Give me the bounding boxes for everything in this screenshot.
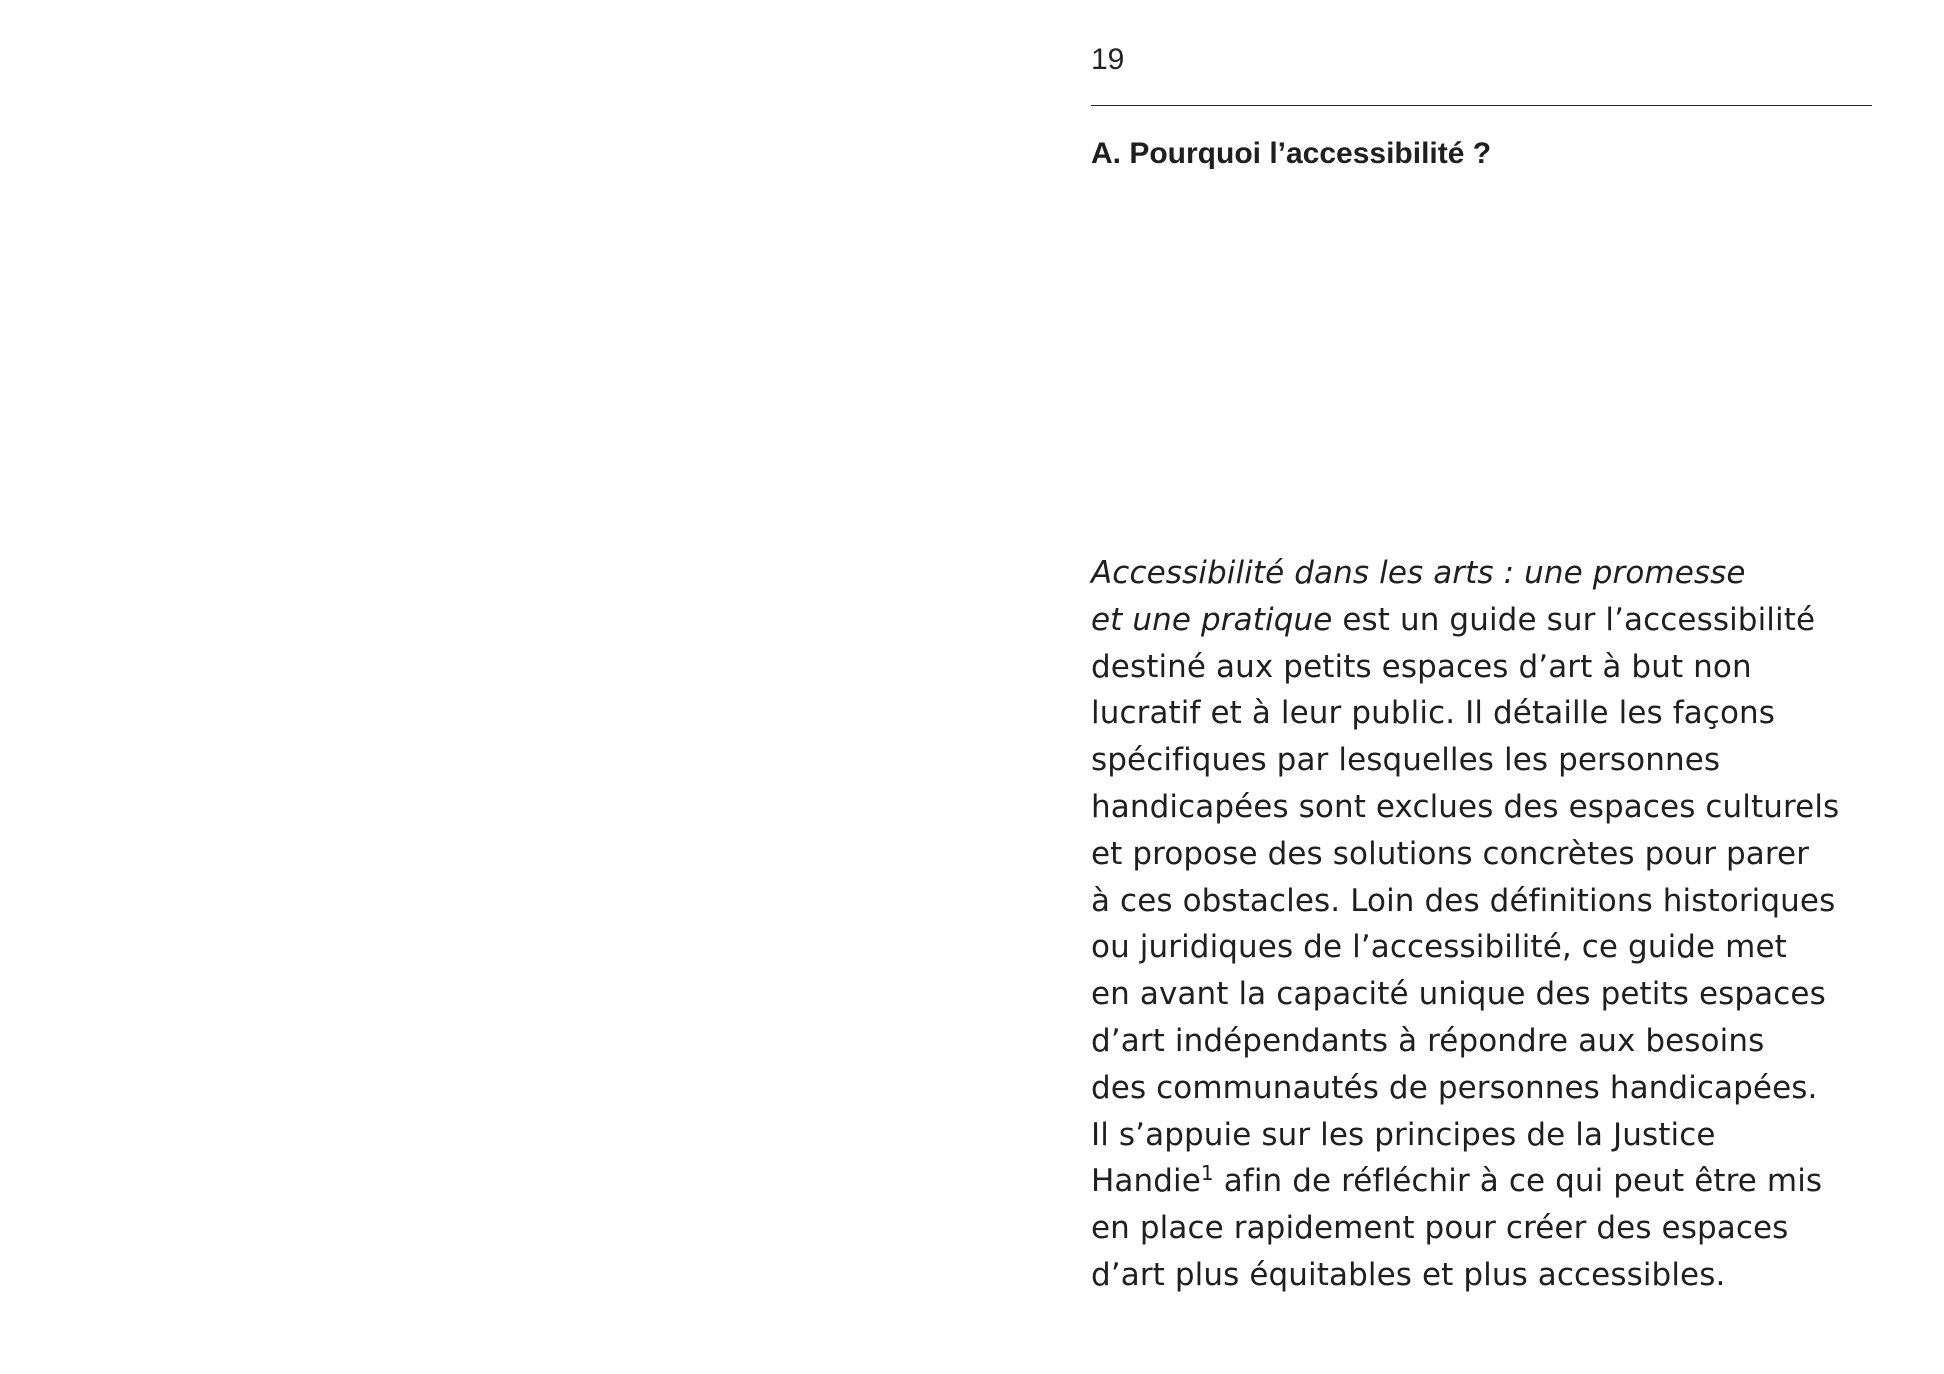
paragraph-line: ou juridiques de l’accessibilité, ce guide met — [1091, 929, 1787, 966]
paragraph-line: Il s’appuie sur les principes de la Justice — [1091, 1116, 1716, 1153]
paragraph-line: des communautés de personnes handicapées. — [1091, 1069, 1818, 1106]
section-title: A. Pourquoi l’accessibilité ? — [1091, 137, 1492, 170]
paragraph-line — [1091, 1158, 1891, 1205]
paragraph-line: spécifiques par lesquelles les personnes — [1091, 742, 1721, 779]
page-number: 19 — [1091, 43, 1125, 76]
footnote-reference[interactable]: 1 — [1200, 1161, 1214, 1186]
header-rule — [1091, 105, 1872, 106]
paragraph-line: handicapées sont exclues des espaces culturels — [1091, 788, 1840, 825]
paragraph-line — [1091, 550, 1891, 597]
paragraph-line: d’art indépendants à répondre aux besoins — [1091, 1022, 1765, 1059]
paragraph-line: destiné aux petits espaces d’art à but non — [1091, 648, 1752, 685]
paragraph-line: en avant la capacité unique des petits espaces — [1091, 976, 1826, 1013]
paragraph-line: en place rapidement pour créer des espaces — [1091, 1210, 1789, 1247]
paragraph-line: d’art plus équitables et plus accessibles. — [1091, 1256, 1726, 1293]
paragraph-line: lucratif et à leur public. Il détaille les façons — [1091, 695, 1776, 732]
paragraph-line: et propose des solutions concrètes pour parer — [1091, 835, 1810, 872]
intro-paragraph — [1091, 550, 1891, 1299]
paragraph-text: est un guide sur l’accessibilité — [1332, 601, 1816, 638]
paragraph-text: afin de réfléchir à ce qui peut être mis — [1213, 1163, 1823, 1200]
guide-title-part-1: Accessibilité dans les arts : une promesse — [1091, 555, 1746, 591]
paragraph-line: à ces obstacles. Loin des définitions historiques — [1091, 882, 1836, 919]
guide-title-part-2: et une pratique — [1091, 601, 1333, 638]
paragraph-line — [1091, 597, 1891, 644]
paragraph-text: Handie — [1091, 1163, 1201, 1200]
